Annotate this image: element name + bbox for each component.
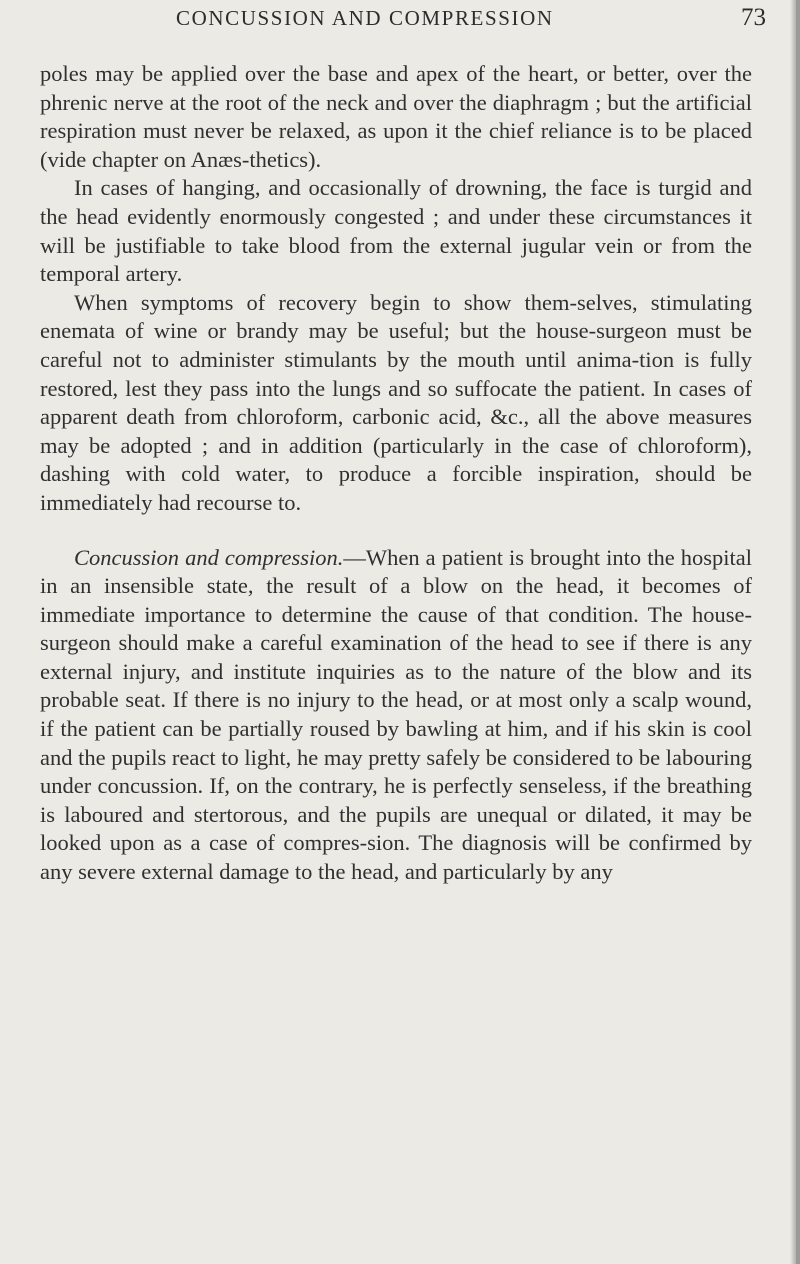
paragraph-respiration: poles may be applied over the base and apex of the heart, or better, over the phrenic nerve at the root of the neck and over the diaphragm ; but the artificial respiration must never be relaxed, as upon it the chief reliance is to be placed (vide chapter on Anæs-thetics). bbox=[40, 61, 752, 172]
section-heading: Concussion and compression. bbox=[74, 544, 344, 570]
paragraph-hanging: In cases of hanging, and occasionally of drowning, the face is turgid and the head evidently enormously congested ; and under these circumstances it will be justifiable to take blood from the external jugular vein or from the temporal artery. bbox=[40, 175, 752, 287]
page-header bbox=[176, 6, 776, 38]
page-edge-line bbox=[796, 0, 800, 1264]
section-text: —When a patient is brought into the hospital in an insensible state, the result of a blow on the head, it becomes of immediate importance to determine the cause of that condition. The house-surgeon should make a careful examination of the head to see if there is any external injury, and institute inquiries as to the nature of the blow and its probable seat. If there is no injury to the head, or at most only a scalp wound, if the patient can be partially roused by bawling at him, and if his skin is cool and the pupils react to light, he may pretty safely be considered to be labouring under concussion. If, on the contrary, he is perfectly senseless, if the breathing is laboured and stertorous, and the pupils are unequal or dilated, it may be looked upon as a case of compres-sion. The diagnosis will be confirmed by any severe external damage to the head, and particularly by any bbox=[40, 544, 752, 885]
body-text bbox=[40, 60, 752, 887]
running-head: CONCUSSION AND COMPRESSION bbox=[176, 6, 554, 30]
paragraph-recovery: When symptoms of recovery begin to show them-selves, stimulating enemata of wine or brandy may be useful; but the house-surgeon must be careful not to administer stimulants by the mouth until anima-tion is fully restored, lest they pass into the lungs and so suffocate the patient. In cases of apparent death from chloroform, carbonic acid, &c., all the above measures may be adopted ; and in addition (particularly in the case of chloroform), dashing with cold water, to produce a forcible inspiration, should be immediately had recourse to. bbox=[40, 289, 752, 515]
page-number: 73 bbox=[741, 4, 766, 31]
paragraph-concussion bbox=[40, 544, 752, 887]
